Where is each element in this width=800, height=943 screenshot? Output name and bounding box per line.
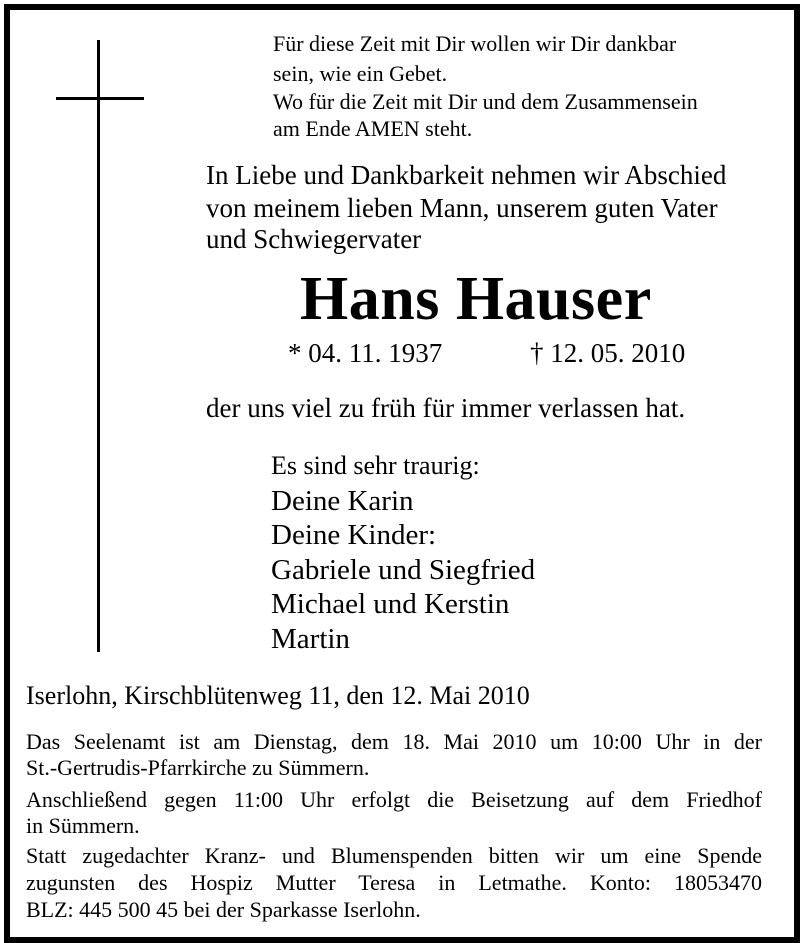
notes-line: zugunsten des Hospiz Mutter Teresa in Letmathe. Konto: 18053470 <box>26 870 762 895</box>
notes-line: BLZ: 445 500 45 bei der Sparkasse Iserlohn. <box>26 897 421 922</box>
notes-line: Das Seelenamt ist am Dienstag, dem 18. Mai 2010 um 10:00 Uhr in der <box>26 729 762 754</box>
deceased-name: Hans Hauser <box>300 265 652 333</box>
cross-icon-bar <box>56 97 144 100</box>
poem-line: sein, wie ein Gebet. <box>273 61 448 86</box>
mourner-name: Martin <box>271 623 350 655</box>
mourner-name: Gabriele und Siegfried <box>271 554 536 586</box>
place-date: Iserlohn, Kirschblütenweg 11, den 12. Mai 2010 <box>26 681 530 710</box>
death-date: † 12. 05. 2010 <box>530 338 686 368</box>
notes-line: St.-Gertrudis-Pfarrkirche zu Sümmern. <box>26 755 370 780</box>
poem-line: Für diese Zeit mit Dir wollen wir Dir dankbar <box>273 31 677 56</box>
intro-line: In Liebe und Dankbarkeit nehmen wir Abschied <box>206 160 727 190</box>
mourner-name: Deine Karin <box>271 485 414 517</box>
birth-date: * 04. 11. 1937 <box>288 338 443 368</box>
intro-line: von meinem lieben Mann, unserem guten Vater <box>206 193 718 223</box>
notes-line: Statt zugedachter Kranz- und Blumenspenden bitten wir um eine Spende <box>26 843 762 868</box>
mourner-name: Deine Kinder: <box>271 519 437 551</box>
notes-line: Anschließend gegen 11:00 Uhr erfolgt die Beisetzung auf dem Friedhof <box>26 787 762 812</box>
mourner-name: Michael und Kerstin <box>271 588 510 620</box>
intro-line: und Schwiegervater <box>206 224 422 254</box>
farewell-text: der uns viel zu früh für immer verlassen hat. <box>206 393 686 423</box>
poem-line: am Ende AMEN steht. <box>273 116 473 141</box>
notes-line: in Sümmern. <box>26 813 140 838</box>
poem-line: Wo für die Zeit mit Dir und dem Zusammensein <box>273 89 698 114</box>
cross-icon <box>97 40 100 652</box>
mourners-lead: Es sind sehr traurig: <box>271 451 480 480</box>
